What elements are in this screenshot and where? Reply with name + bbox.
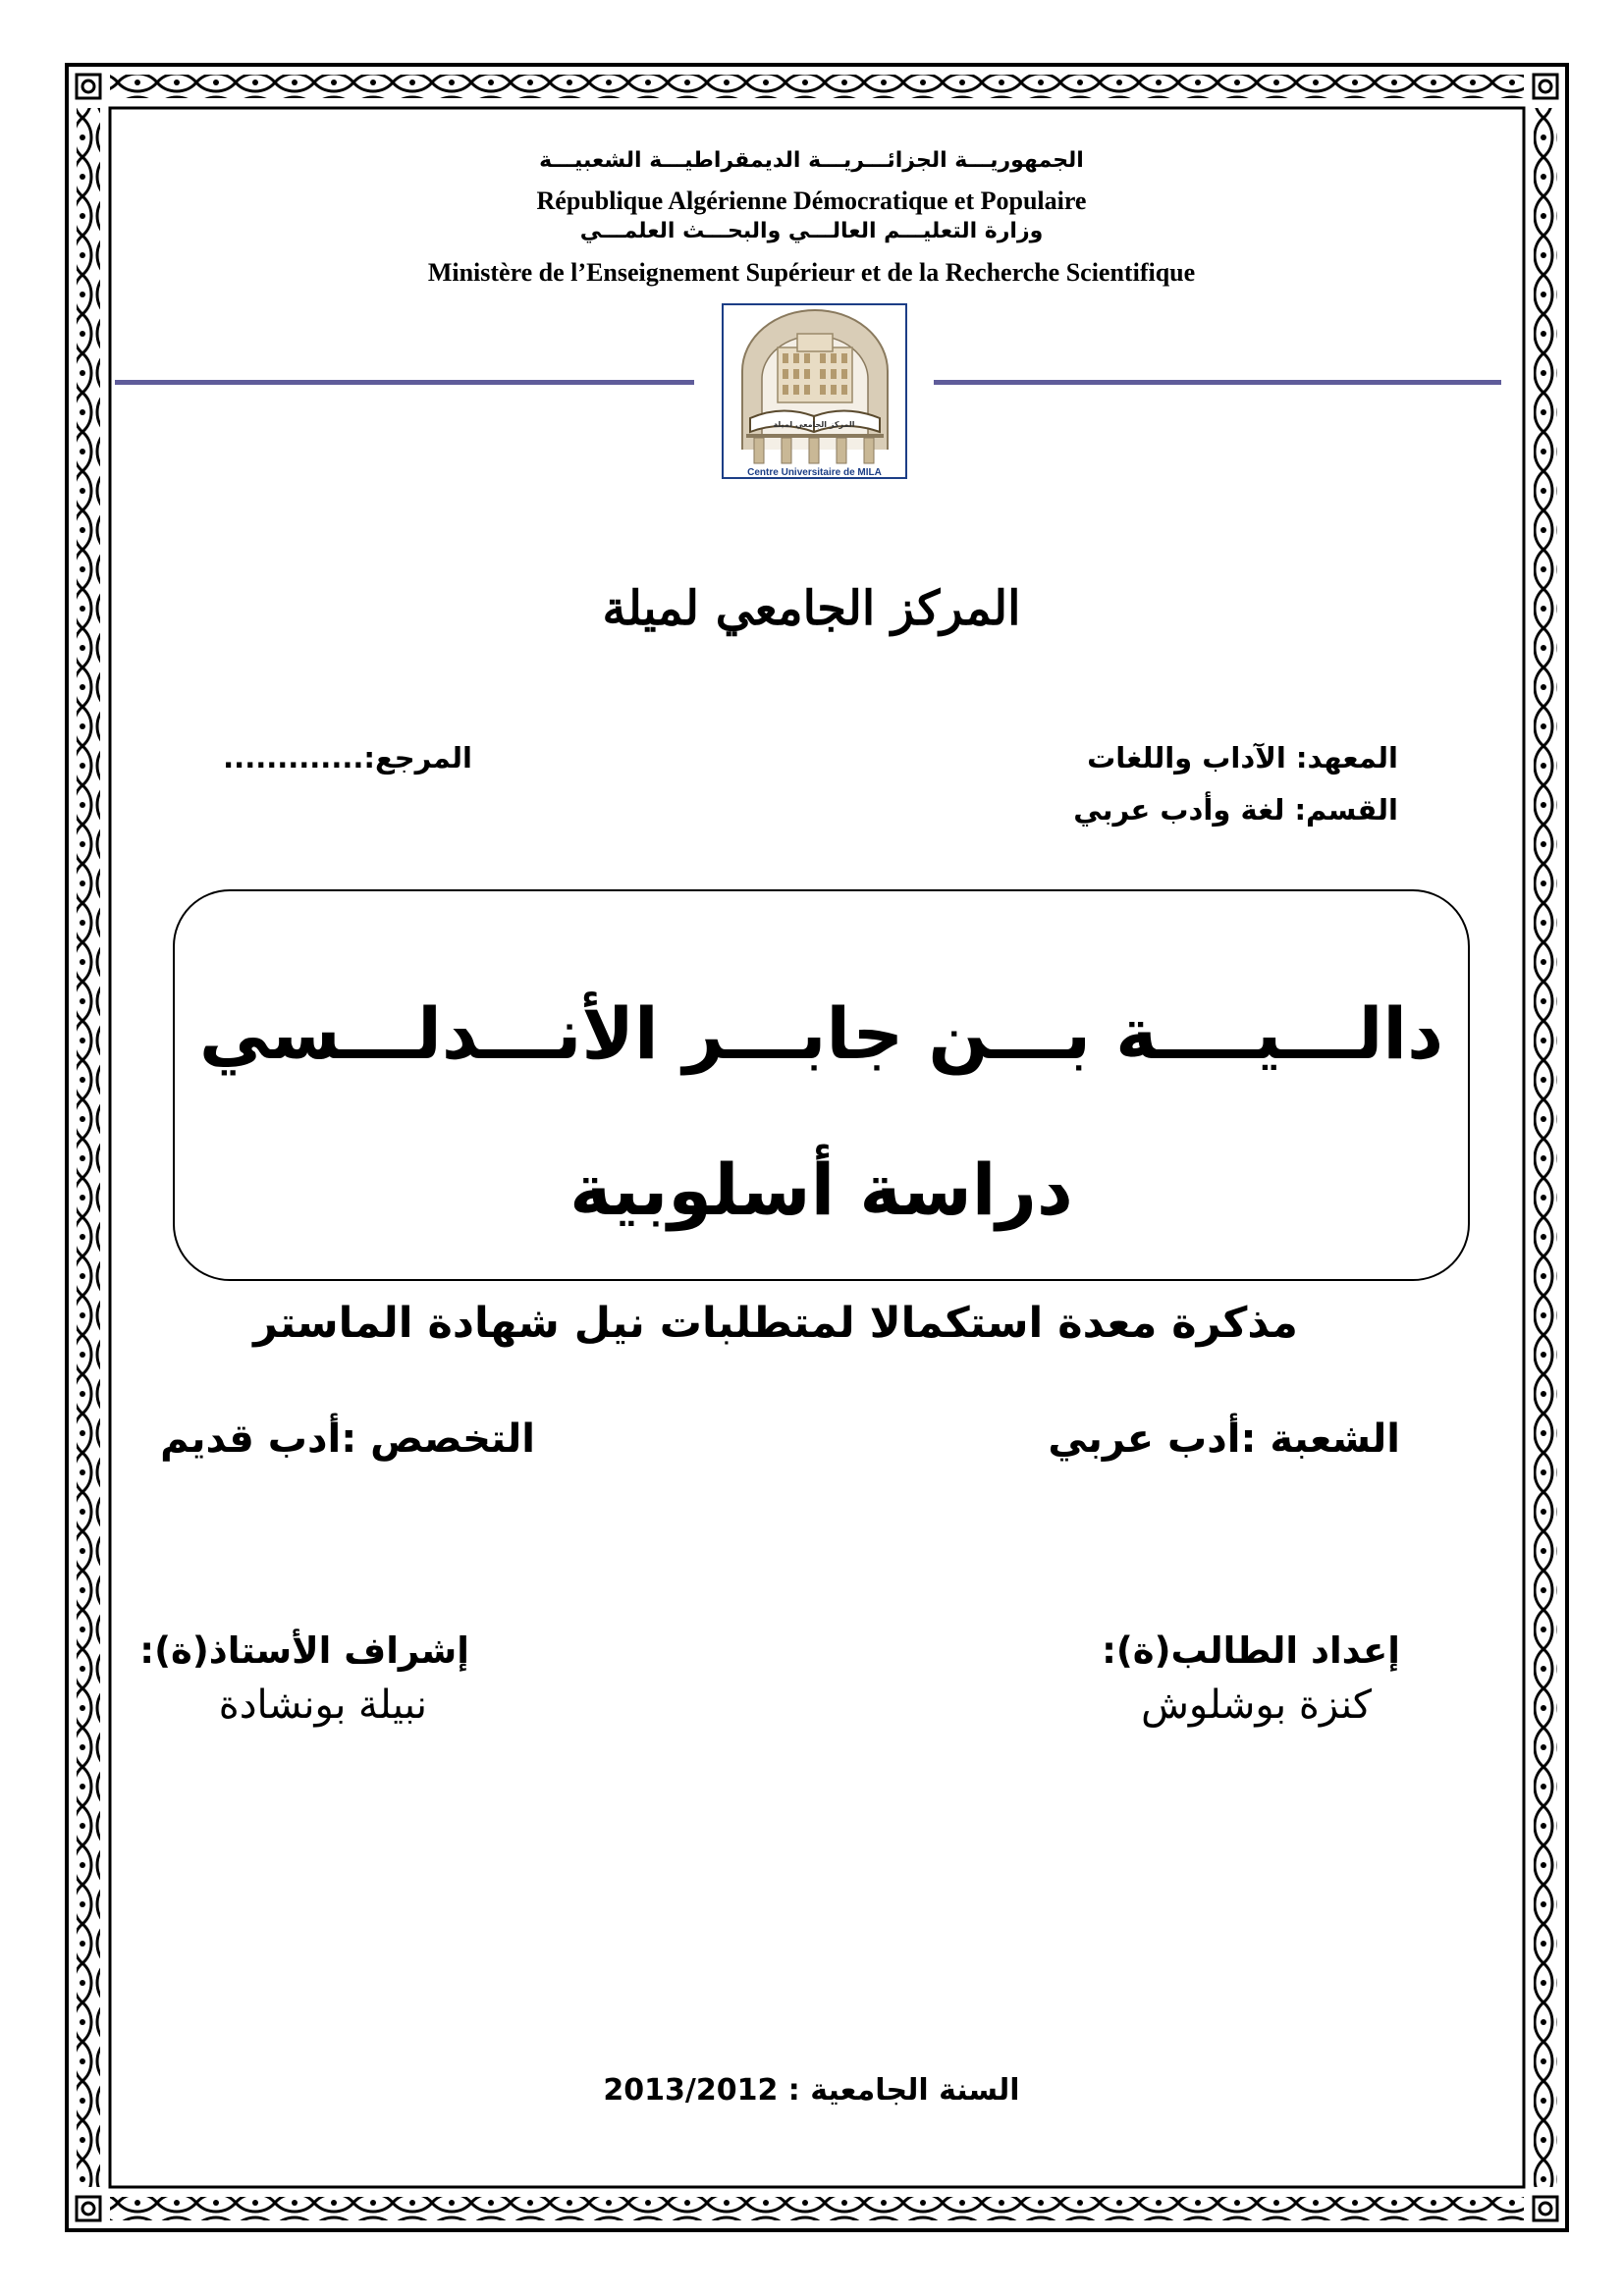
academic-year: السنة الجامعية : 2013/2012 [603,2073,1020,2108]
ministry-french: Ministère de l’Enseignement Supérieur et de la Recherche Scientifique [427,258,1196,287]
header-divider-left [115,380,694,385]
reference-label: المرجع:............. [223,741,472,774]
thesis-title: دالـــيــــة بـــن جابـــر الأنـــدلـــسي [198,992,1444,1075]
thesis-subtitle: دراسة أسلوبية [569,1148,1073,1231]
branch-label: الشعبة :أدب عربي [1048,1416,1400,1462]
specialty-label: التخصص :أدب قديم [160,1416,535,1462]
university-logo [721,302,908,480]
supervisor-name: نبيلة بونشادة [218,1682,427,1728]
student-label: إعداد الطالب(ة): [1102,1629,1400,1672]
logo-caption: Centre Universitaire de MILA [747,467,882,478]
svg-text:المركز الجامعي لميلة: المركز الجامعي لميلة [773,420,855,429]
republic-arabic: الجمهوريـــة الجزائـــريـــة الديمقراطيـــة الشعبيـــة [539,148,1084,173]
republic-french: République Algérienne Démocratique et Populaire [536,187,1087,215]
memo-statement: مذكرة معدة استكمالا لمتطلبات نيل شهادة الماستر [253,1299,1298,1348]
student-name: كنزة بوشلوش [1141,1682,1372,1728]
header-divider-right [934,380,1501,385]
department-label: القسم: لغة وأدب عربي [1073,793,1398,827]
institute-label: المعهد: الآداب واللغات [1087,741,1398,774]
university-name: المركز الجامعي لميلة [602,581,1021,636]
ministry-arabic: وزارة التعليـــم العالـــي والبحـــث العلمـــي [579,219,1044,243]
supervisor-label: إشراف الأستاذ(ة): [139,1629,469,1672]
